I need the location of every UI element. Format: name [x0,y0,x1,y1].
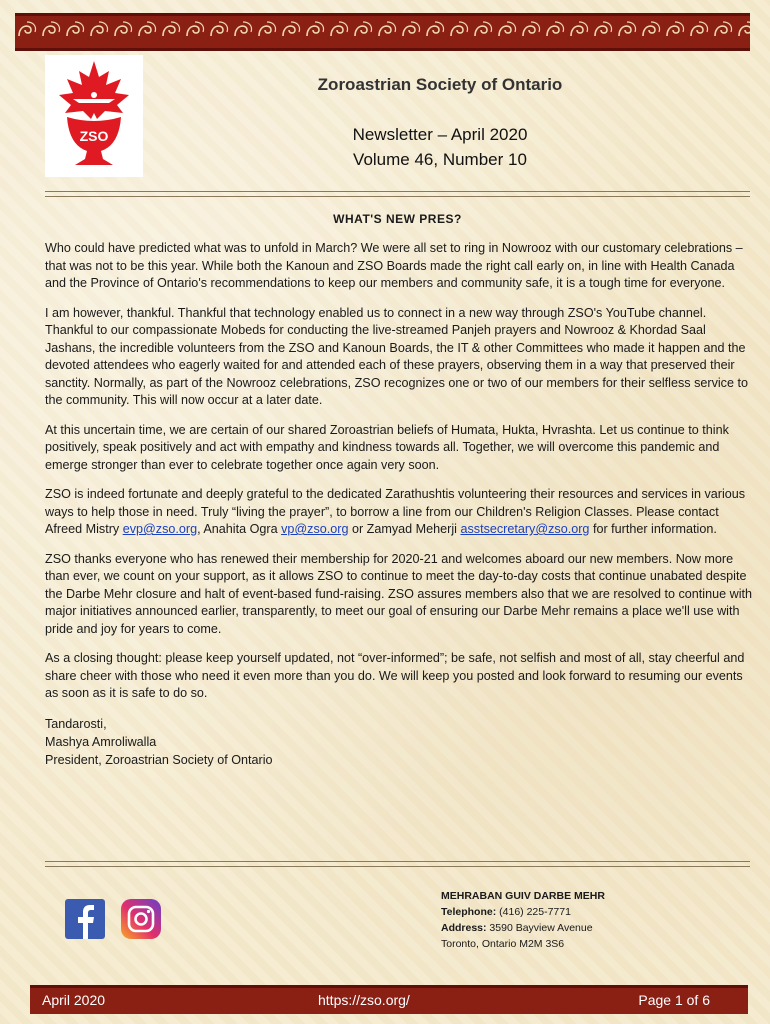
paragraph-2: I am however, thankful. Thankful that technology enabled us to connect in a new way through ZSO's YouTube channel. Thankful to our compassionate Mobeds for conducting the live-streamed Panjeh prayers and Nowrooz & Khordad Saal Jashans, the incredible volunteers from the ZSO and Kanoun Boards, the IT & other Committees who made it happen and the devoted attendees who eagerly waited for and attended each of these prayers, observing them in a way that preserved their sanctity. Normally, as part of the Nowrooz celebrations, ZSO recognizes one or two of our members for their selfless service to the community. This will now occur at a later date. [45,305,748,407]
contact-address [441,920,605,936]
asstsecretary-email-link[interactable]: asstsecretary@zso.org [460,522,590,536]
footer-page-number: Page 1 of 6 [638,992,710,1008]
paragraph-6: As a closing thought: please keep yourself updated, not “over-informed”; be safe, not selfish and most of all, stay cheerful and share cheer with those who need it even more than you do. We will keep you posted and look forward to resuming our events as soon as it is safe to do so. [45,651,745,700]
signer-name: Mashya Amroliwalla [45,734,157,749]
contact-phone [441,904,605,920]
footer-date: April 2020 [42,992,106,1008]
contact-block [441,888,605,952]
footer-url[interactable]: https://zso.org/ [318,992,410,1008]
signer-title: President, Zoroastrian Society of Ontario [45,752,273,767]
paragraph-4-text-d: for further information. [589,522,717,536]
article-body [45,240,755,769]
instagram-icon[interactable] [121,899,161,939]
paragraph-1: Who could have predicted what was to unfold in March? We were all set to ring in Nowrooz with our customary celebrations – that was not to be this year. While both the Kanoun and ZSO Boards made the right call early on, in line with Health Canada and the Province of Ontario's recommendations to keep our members and community safe, it is a tough time for everyone. [45,241,743,290]
vp-email-link[interactable]: vp@zso.org [281,522,349,536]
paragraph-4-text-c: or Zamyad Meherji [348,522,461,536]
contact-city: Toronto, Ontario M2M 3S6 [441,938,565,950]
footer-divider-bottom [45,866,750,867]
phone-value: (416) 225-7771 [496,906,571,918]
zso-logo [45,55,143,177]
paragraph-4 [45,486,755,539]
paragraph-4-text-b: , Anahita Ogra [197,522,282,536]
address-label: Address: [441,922,487,934]
organization-name: Zoroastrian Society of Ontario [317,75,563,94]
footer-bar [30,985,748,1014]
header-divider-bottom [45,196,750,197]
contact-title: MEHRABAN GUIV DARBE MEHR [441,890,605,902]
decorative-border-top [15,13,750,51]
sign-off: Tandarosti, [45,716,107,731]
paragraph-3: At this uncertain time, we are certain of our shared Zoroastrian beliefs of Humata, Hukta, Hvrashta. Let us continue to think positively, speak positively and act with empathy and kindness towards all. Together, we will overcome this pandemic and emerge stronger than ever to celebrate together once again very soon. [45,422,729,472]
signature-block [45,715,755,769]
logo-text: ZSO [79,128,109,144]
newsletter-volume: Volume 46, Number 10 [353,150,527,169]
footer-divider-top [45,861,750,862]
header-divider-top [45,191,750,192]
facebook-icon[interactable] [65,899,105,939]
address-value: 3590 Bayview Avenue [486,922,593,934]
newsletter-issue: Newsletter – April 2020 [352,125,528,144]
paragraph-4-text-a: ZSO is indeed fortunate and deeply grateful to the dedicated Zarathushtis volunteering their resources and services in various ways to help those in need. Truly “living the prayer”, to borrow a line from our Children's Religion Classes. Please contact Afreed Mistry [45,487,746,536]
phone-label: Telephone: [441,906,497,918]
article-heading: WHAT'S NEW PRES? [333,212,462,226]
paragraph-5: ZSO thanks everyone who has renewed their membership for 2020-21 and welcomes aboard our new members. Now more than ever, we count on your support, as it allows ZSO to continue to meet the day-to-day costs that continue unabated despite the Darbe Mehr closure and halt of event-based fund-raising. ZSO assures members also that we are resolved to continue with major initiatives announced earlier, transparently, to meet our goal of ensuring our Darbe Mehr remains a place we'll use with pride and joy for years to come. [45,551,753,636]
evp-email-link[interactable]: evp@zso.org [122,522,198,536]
